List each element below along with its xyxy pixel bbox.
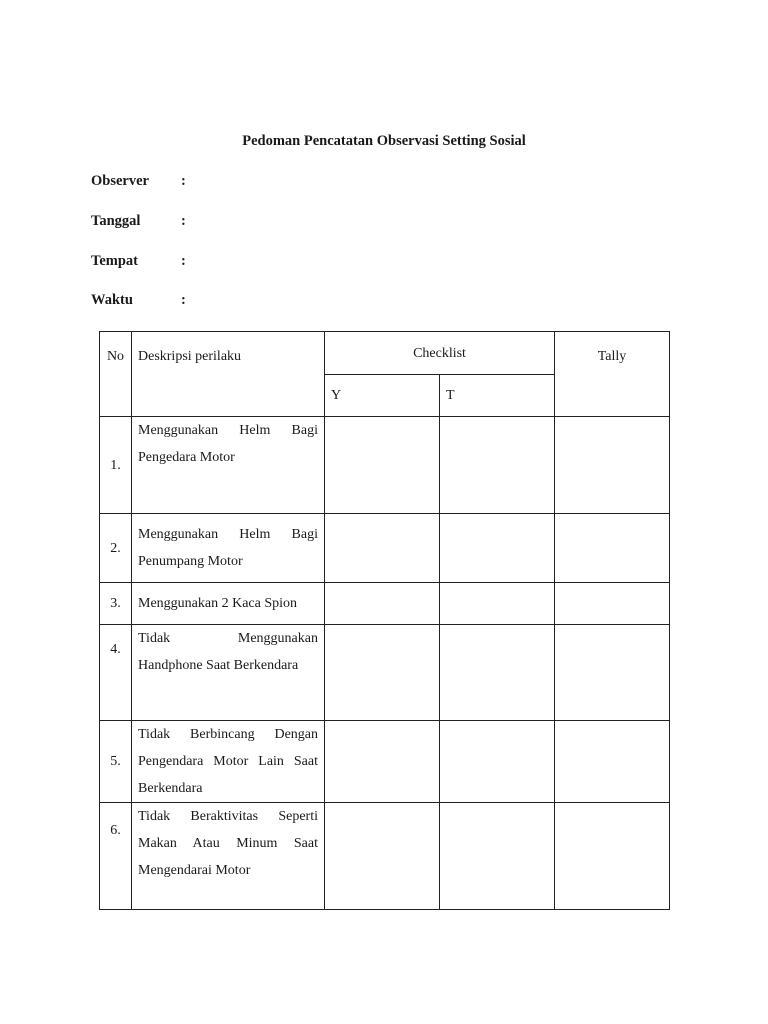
cell-tally[interactable] bbox=[555, 514, 670, 583]
table-row bbox=[100, 514, 670, 583]
row-description: Menggunakan Helm Bagi Pengedara Motor bbox=[132, 417, 325, 514]
cell-tally[interactable] bbox=[555, 803, 670, 910]
table-row bbox=[100, 803, 670, 910]
field-waktu bbox=[91, 292, 186, 309]
field-separator: : bbox=[181, 173, 186, 189]
table-row bbox=[100, 583, 670, 625]
header-tally: Tally bbox=[555, 332, 670, 417]
cell-tally[interactable] bbox=[555, 417, 670, 514]
cell-t[interactable] bbox=[440, 583, 555, 625]
row-number: 3. bbox=[100, 583, 132, 625]
cell-t[interactable] bbox=[440, 625, 555, 721]
row-number: 6. bbox=[100, 803, 132, 910]
field-label: Tanggal bbox=[91, 213, 141, 229]
header-t: T bbox=[440, 375, 555, 417]
page-title: Pedoman Pencatatan Observasi Setting Sosial bbox=[242, 133, 526, 149]
observation-table bbox=[99, 331, 670, 910]
field-separator: : bbox=[181, 292, 186, 308]
table-row bbox=[100, 625, 670, 721]
cell-y[interactable] bbox=[325, 803, 440, 910]
header-checklist: Checklist bbox=[325, 332, 555, 375]
row-description: Tidak Menggunakan Handphone Saat Berkendara bbox=[132, 625, 325, 721]
header-description: Deskripsi perilaku bbox=[132, 332, 325, 417]
cell-y[interactable] bbox=[325, 721, 440, 803]
cell-tally[interactable] bbox=[555, 625, 670, 721]
cell-y[interactable] bbox=[325, 514, 440, 583]
cell-tally[interactable] bbox=[555, 583, 670, 625]
row-description: Menggunakan 2 Kaca Spion bbox=[132, 583, 325, 625]
cell-tally[interactable] bbox=[555, 721, 670, 803]
field-label: Waktu bbox=[91, 292, 133, 308]
row-number: 5. bbox=[100, 721, 132, 803]
header-y: Y bbox=[325, 375, 440, 417]
cell-y[interactable] bbox=[325, 417, 440, 514]
row-description: Menggunakan Helm Bagi Penumpang Motor bbox=[132, 514, 325, 583]
cell-t[interactable] bbox=[440, 803, 555, 910]
cell-y[interactable] bbox=[325, 583, 440, 625]
field-observer bbox=[91, 173, 186, 190]
row-number: 4. bbox=[100, 625, 132, 721]
field-label: Observer bbox=[91, 173, 149, 189]
row-number: 1. bbox=[100, 417, 132, 514]
cell-t[interactable] bbox=[440, 514, 555, 583]
row-description: Tidak Berbincang Dengan Pengendara Motor Lain Saat Berkendara bbox=[132, 721, 325, 803]
header-no: No bbox=[100, 332, 132, 417]
cell-t[interactable] bbox=[440, 417, 555, 514]
row-number: 2. bbox=[100, 514, 132, 583]
field-label: Tempat bbox=[91, 253, 138, 269]
field-separator: : bbox=[181, 253, 186, 269]
table-row bbox=[100, 417, 670, 514]
cell-t[interactable] bbox=[440, 721, 555, 803]
cell-y[interactable] bbox=[325, 625, 440, 721]
field-separator: : bbox=[181, 213, 186, 229]
row-description: Tidak Beraktivitas Seperti Makan Atau Minum Saat Mengendarai Motor bbox=[132, 803, 325, 910]
field-tempat bbox=[91, 253, 186, 270]
table-row bbox=[100, 721, 670, 803]
field-tanggal bbox=[91, 213, 186, 230]
